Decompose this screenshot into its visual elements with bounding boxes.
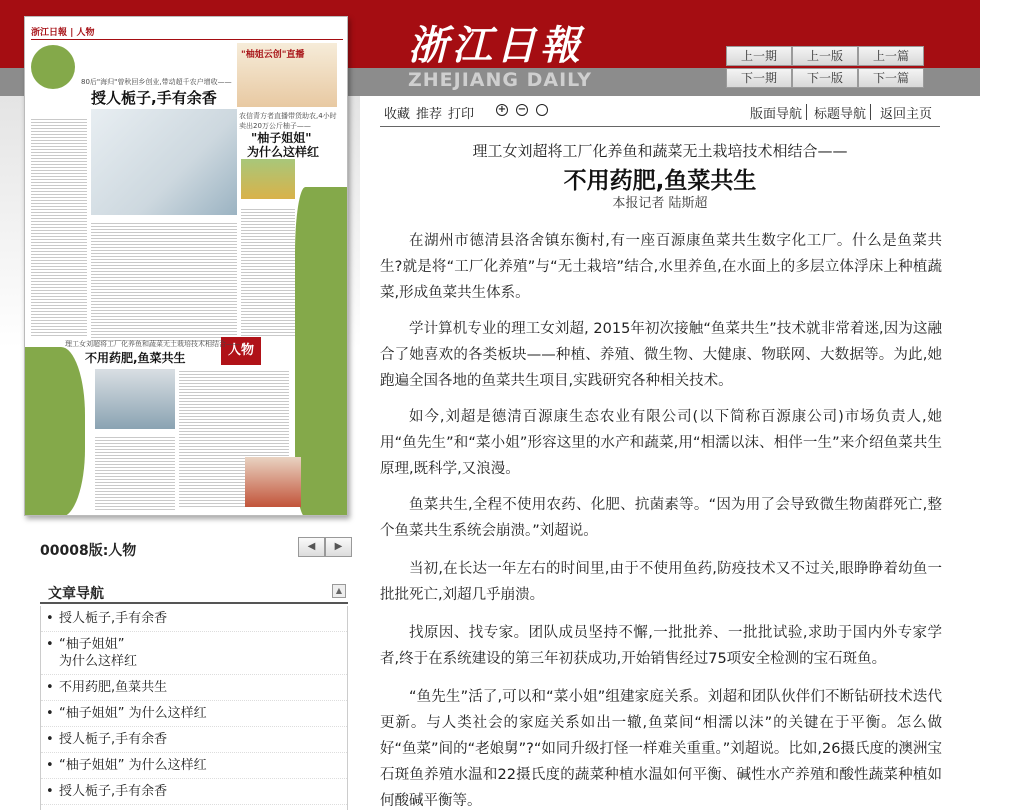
- next-article-button[interactable]: 下一篇: [858, 68, 924, 88]
- article-nav-item[interactable]: • “柚子姐姐” 为什么这样红: [41, 632, 347, 675]
- toolbar-divider: [870, 104, 871, 120]
- article-nav-item[interactable]: • 授人栀子,手有余香: [41, 727, 347, 753]
- thumbnail-photo: [241, 159, 295, 199]
- zoom-in-icon[interactable]: +: [497, 104, 507, 115]
- article-paragraph: 学计算机专业的理工女刘超, 2015年初次接触“鱼菜共生”技术就非常着迷,因为这融合了她喜欢的各类板块——种植、养殖、微生物、大健康、物联网、大数据等。为此,她跑遍全国各地的鱼菜共生项目,实践研究各种相关技术。: [380, 321, 942, 389]
- masthead-logo[interactable]: [408, 24, 608, 96]
- thumbnail-photo: [95, 369, 175, 429]
- page-pager: [298, 534, 354, 554]
- next-page-button[interactable]: 下一版: [792, 68, 858, 88]
- thumbnail-kicker: 农信青方者直播带货助农,4小时卖出20万公斤柚子——: [239, 112, 337, 130]
- thumbnail-rule: [31, 39, 343, 40]
- article-nav-list: [40, 606, 348, 810]
- thumbnail-section-tag: 人物: [221, 337, 261, 365]
- thumbnail-text-block: [31, 117, 87, 337]
- thumbnail-headline[interactable]: "柚子姐姐": [251, 131, 312, 145]
- next-issue-button[interactable]: 下一期: [726, 68, 792, 88]
- zoom-reset-icon[interactable]: [536, 104, 548, 116]
- home-link[interactable]: 返回主页: [880, 107, 933, 122]
- article-nav-item[interactable]: • 授人栀子,手有余香: [41, 606, 347, 632]
- prev-issue-button[interactable]: 上一期: [726, 46, 792, 66]
- article-paragraph: “鱼先生”活了,可以和“菜小姐”组建家庭关系。刘超和团队伙伴们不断钻研技术迭代更新。与人类社会的家庭关系如出一辙,鱼菜间“相濡以沫”的关键在于平衡。怎么做好“鱼菜”间的“老娘舅”?“如同升级打怪一样难关重重。”刘超说。比如,26摄氏度的澳洲宝石斑鱼养殖水温和22摄氏度的蔬菜种植水温如何平衡、碱性水产养殖和酸性蔬菜种植如何酸碱平衡等。: [380, 689, 942, 809]
- thumbnail-masthead: 浙江日報 | 人物: [31, 28, 95, 38]
- article-paragraph: 鱼菜共生,全程不使用农药、化肥、抗菌素等。“因为用了会导致微生物菌群死亡,整个鱼菜共生系统会崩溃。”刘超说。: [380, 497, 942, 539]
- prev-page-arrow-icon[interactable]: ◀: [298, 537, 325, 557]
- thumbnail-kicker: 80后"海归"曾秋回乡创业,带动超千农户增收——: [81, 78, 232, 86]
- masthead-chinese: 浙江日報: [408, 22, 584, 69]
- article-paragraph: 在湖州市德清县洛舍镇东衡村,有一座百源康鱼菜共生数字化工厂。什么是鱼菜共生?就是将“工厂化养殖”与“无土栽培”结合,水里养鱼,在水面上的多层立体浮床上种植蔬菜,形成鱼菜共生体系。: [380, 233, 942, 301]
- thumbnail-kicker: 理工女刘超将工厂化养鱼和蔬菜无土栽培技术相结合——: [65, 340, 240, 348]
- page-nav-link[interactable]: 版面导航: [750, 107, 803, 122]
- thumbnail-text-block: [241, 207, 295, 337]
- thumbnail-headline[interactable]: 为什么这样红: [247, 145, 320, 159]
- article-author: 本报记者 陆斯超: [612, 196, 708, 211]
- article-nav-item[interactable]: • 授人栀子,手有余香: [41, 779, 347, 805]
- article-paragraph: 如今,刘超是德清百源康生态农业有限公司(以下简称百源康公司)市场负责人,她用“鱼先生”和“菜小姐”形容这里的水产和蔬菜,用“相濡以沫、相伴一生”来介绍鱼菜共生原理,既科学,又浪漫。: [380, 409, 942, 477]
- recommend-link[interactable]: 推荐: [416, 107, 443, 122]
- article-subtitle: 理工女刘超将工厂化养鱼和蔬菜无土栽培技术相结合——: [472, 142, 848, 160]
- thumbnail-text-block: [91, 221, 237, 341]
- thumbnail-logo-icon: [31, 45, 75, 89]
- thumbnail-photo: [245, 457, 301, 507]
- article-nav-item[interactable]: • 不用药肥,鱼菜共生: [41, 675, 347, 701]
- collect-link[interactable]: 收藏: [384, 107, 411, 122]
- print-link[interactable]: 打印: [448, 107, 475, 122]
- page-thumbnail[interactable]: [24, 16, 348, 516]
- thumbnail-banner: "柚姐云创"直播: [241, 50, 305, 60]
- thumbnail-headline[interactable]: 授人栀子,手有余香: [91, 89, 217, 107]
- article-nav-item[interactable]: • “柚子姐姐” 为什么这样红: [41, 701, 347, 727]
- article-nav-title: 文章导航: [48, 586, 104, 602]
- next-page-arrow-icon[interactable]: ▶: [325, 537, 352, 557]
- prev-page-button[interactable]: 上一版: [792, 46, 858, 66]
- title-nav-link[interactable]: 标题导航: [814, 107, 867, 122]
- prev-article-button[interactable]: 上一篇: [858, 46, 924, 66]
- thumbnail-plant-decoration: [25, 347, 85, 516]
- article-nav-item[interactable]: • “柚子姐姐” 为什么这样红: [41, 753, 347, 779]
- article-paragraph: 当初,在长达一年左右的时间里,由于不使用鱼药,防疫技术又不过关,眼睁睁着幼鱼一批批死亡,刘超几乎崩溃。: [380, 561, 942, 603]
- thumbnail-photo: [91, 109, 237, 215]
- edition-label: 00008版:人物: [40, 543, 137, 559]
- collapse-icon[interactable]: ▲: [332, 584, 346, 598]
- zoom-out-icon[interactable]: −: [517, 104, 527, 115]
- toolbar-rule: [380, 126, 940, 127]
- thumbnail-text-block: [95, 435, 175, 511]
- article-title: 不用药肥,鱼菜共生: [563, 168, 757, 194]
- article-nav-header: [40, 580, 348, 604]
- masthead-english: ZHEJIANG DAILY: [408, 69, 593, 91]
- toolbar-divider: [806, 104, 807, 120]
- thumbnail-plant-decoration: [295, 187, 347, 516]
- article-paragraph: 找原因、找专家。团队成员坚持不懈,一批批养、一批批试验,求助于国内外专家学者,终于在系统建设的第三年初获成功,开始销售经过75项安全检测的宝石斑鱼。: [380, 625, 942, 667]
- thumbnail-headline[interactable]: 不用药肥,鱼菜共生: [85, 351, 186, 365]
